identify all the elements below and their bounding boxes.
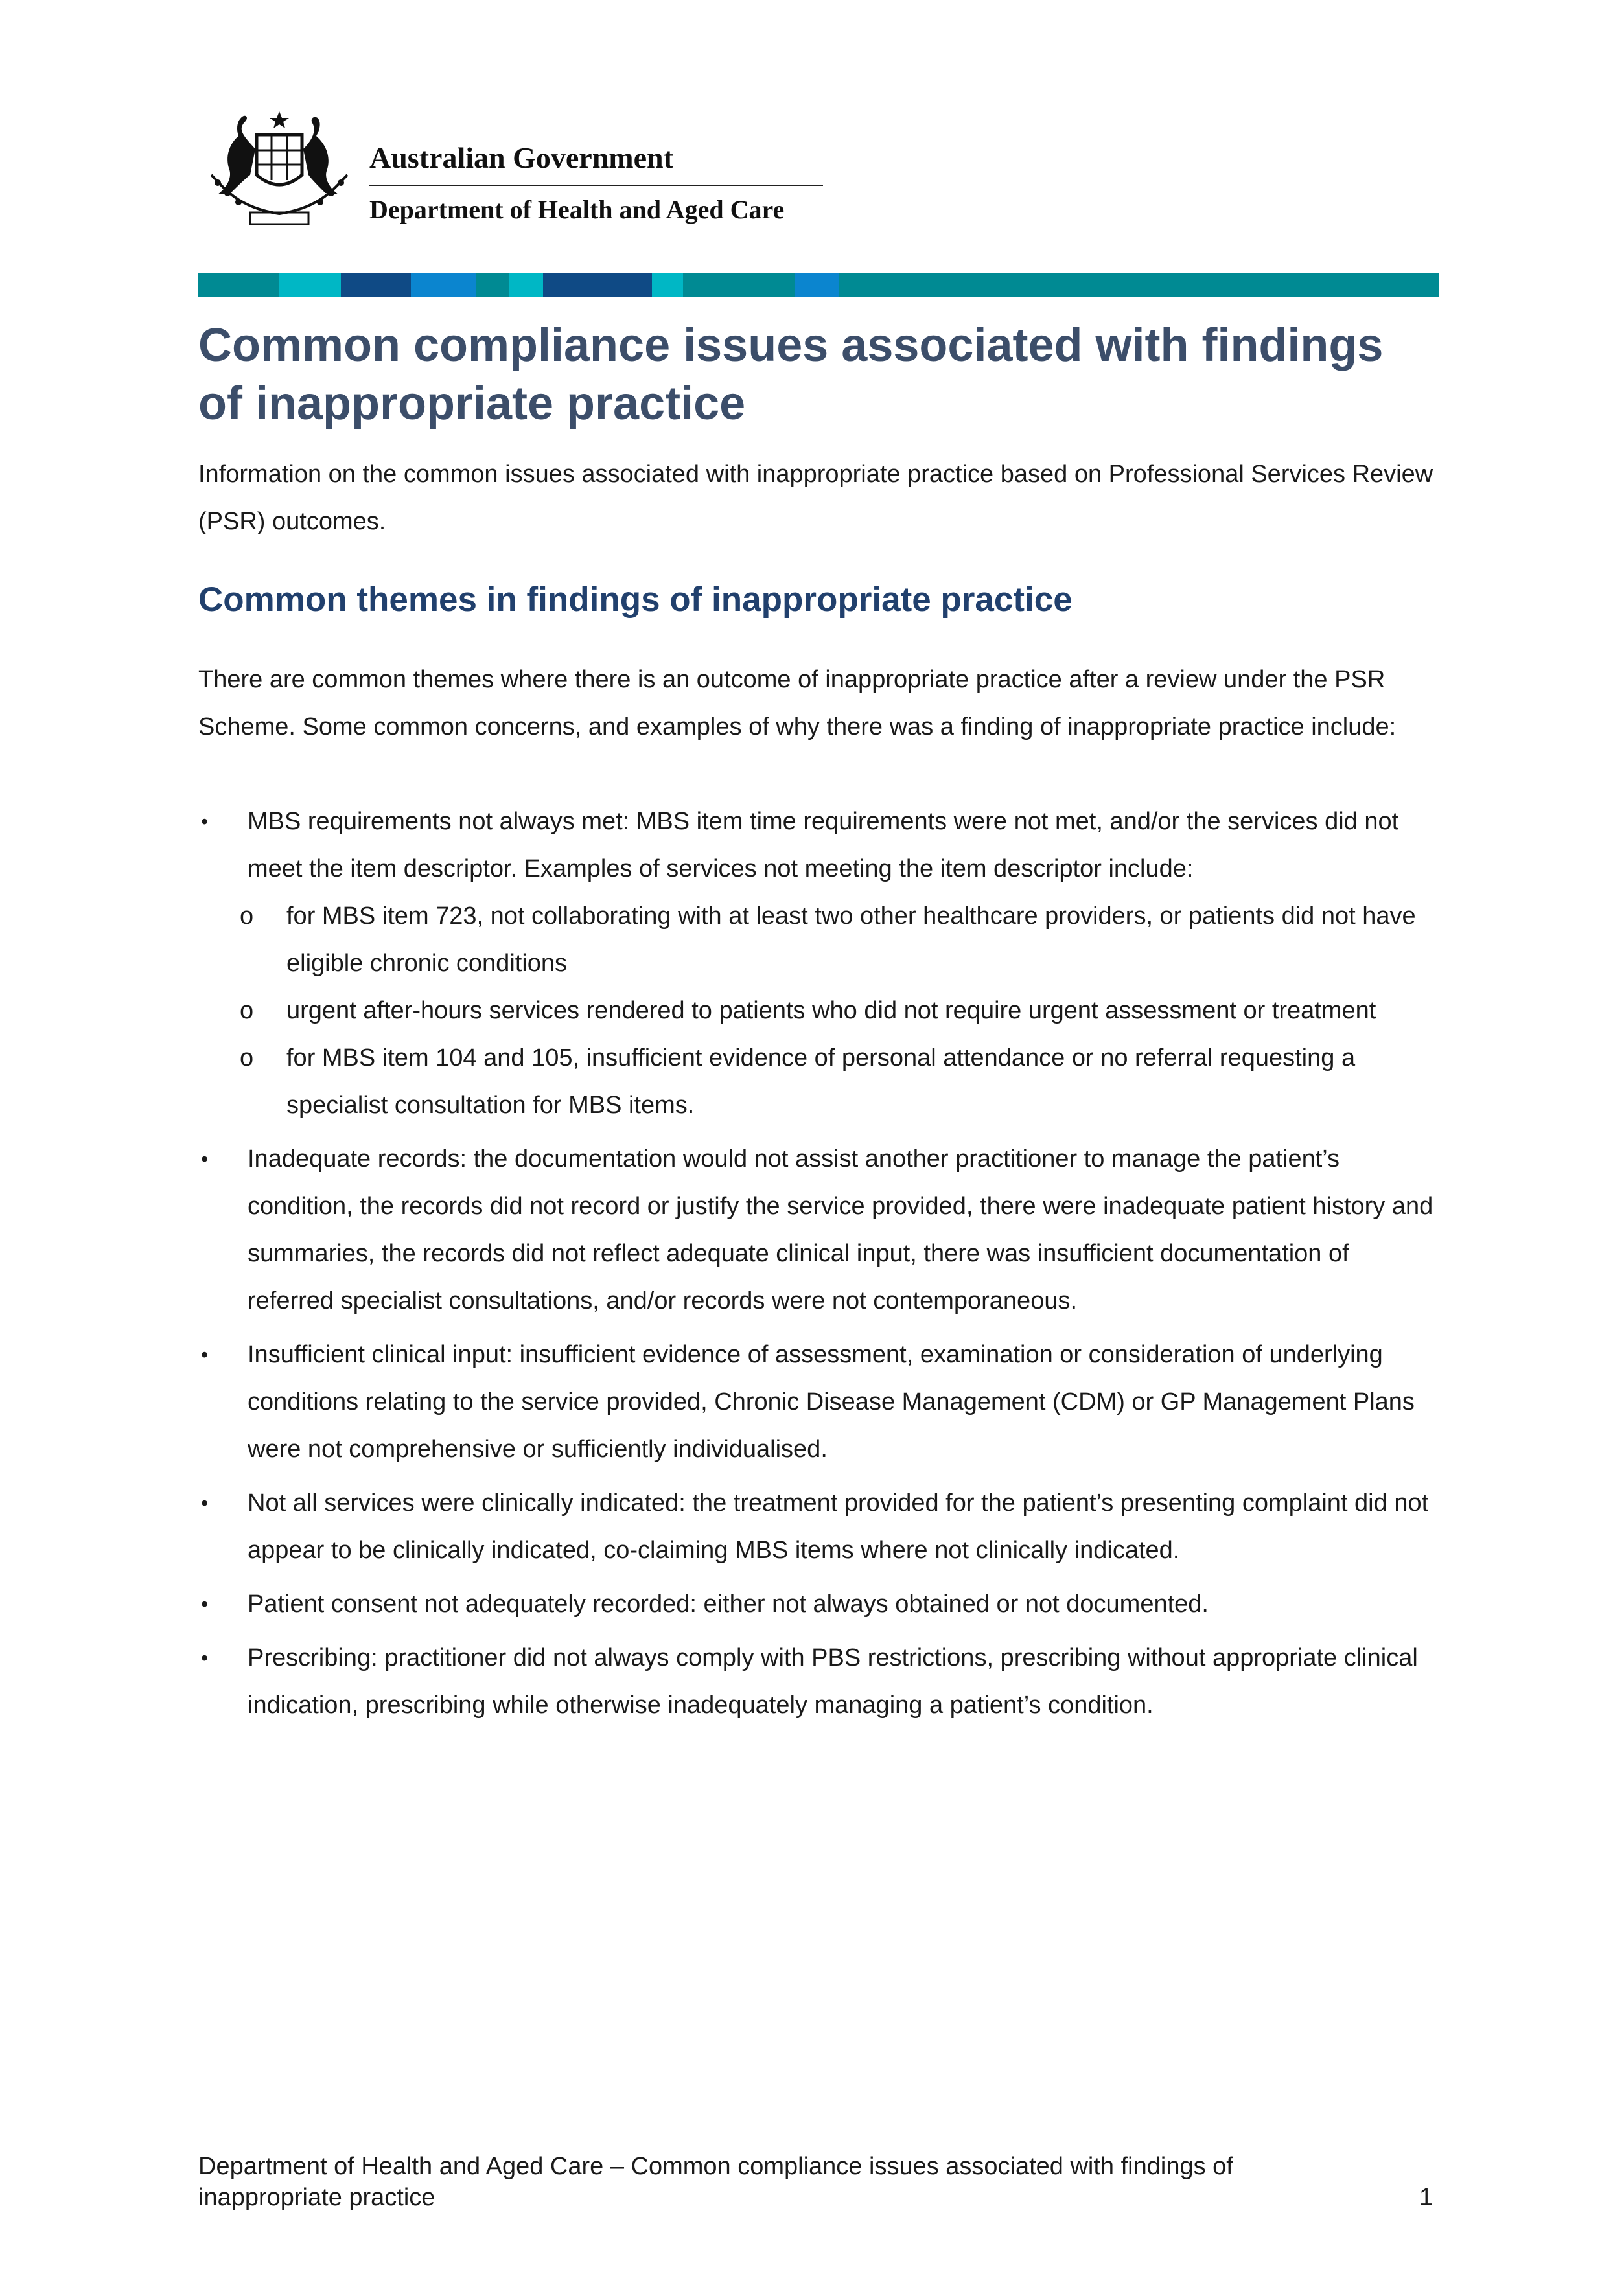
list-item [198,1331,1439,1473]
list-item-text: MBS requirements not always met: MBS item time requirements were not met, and/or the services did not meet the item descriptor. Examples of services not meeting the item descriptor include: [248,808,1399,882]
band-segment [683,273,795,297]
bullet-icon: • [201,1592,209,1616]
sub-list-item-text: for MBS item 104 and 105, insufficient evidence of personal attendance or no referral requesting a specialist consultation for MBS items. [286,1044,1356,1119]
band-segment [543,273,652,297]
section-intro-paragraph: There are common themes where there is an outcome of inappropriate practice after a review under the PSR Scheme. Some common concerns, and examples of why there was a finding of inappropriate practice include: [198,666,1397,740]
document-title: Common compliance issues associated with findings of inappropriate practice [198,319,1384,430]
sub-bullet-icon: o [240,902,254,930]
list-item-text: Not all services were clinically indicated: the treatment provided for the patient’s presenting complaint did not appear to be clinically indicated, co-claiming MBS items where not clinically indicated. [248,1489,1429,1564]
band-segment [839,273,1439,297]
sub-list-item-text: urgent after-hours services rendered to patients who did not require urgent assessment or treatment [286,997,1376,1024]
list-item-text: Inadequate records: the documentation would not assist another practitioner to manage the patient’s condition, the records did not record or justify the service provided, there were inadequate patient history and summaries, the records did not reflect adequate clinical input, there was insufficient documentation of referred specialist consultations, and/or records were not contemporaneous. [248,1145,1433,1314]
sub-list [240,893,1439,1129]
band-segment [476,273,509,297]
bullet-icon: • [201,1147,209,1171]
sub-bullet-icon: o [240,1044,254,1072]
footer-text: Department of Health and Aged Care – Common compliance issues associated with findings of inappropriate practice [198,2153,1233,2211]
sub-list-item-text: for MBS item 723, not collaborating with at least two other healthcare providers, or patients did not have eligible chronic conditions [286,902,1416,977]
band-segment [411,273,476,297]
list-item-text: Prescribing: practitioner did not always comply with PBS restrictions, prescribing without appropriate clinical indication, prescribing while otherwise inadequately managing a patient’s condition. [248,1644,1418,1719]
list-item [198,1136,1439,1325]
band-segment [341,273,411,297]
list-item-text: Patient consent not adequately recorded: either not always obtained or not documented. [248,1590,1209,1618]
sub-list-item [240,987,1439,1035]
header-divider [369,185,823,186]
header [198,107,820,233]
list-item-text: Insufficient clinical input: insufficient evidence of assessment, examination or consideration of underlying conditions relating to the service provided, Chronic Disease Management (CDM) or GP Management Plans were not comprehensive or sufficiently individualised. [248,1341,1415,1463]
band-segment [509,273,543,297]
sub-bullet-icon: o [240,997,254,1024]
bullet-icon: • [201,1646,209,1670]
decorative-color-band [198,273,1439,297]
bullet-icon: • [201,1343,209,1366]
findings-list [198,798,1439,1736]
bullet-icon: • [201,810,209,833]
list-item [198,1581,1439,1628]
section-heading: Common themes in findings of inappropriate practice [198,580,1073,619]
page-number: 1 [1419,2184,1433,2211]
coat-of-arms-icon [198,110,360,230]
band-segment [198,273,279,297]
department-name: Department of Health and Aged Care [369,195,785,224]
government-name: Australian Government [369,141,673,174]
sub-list-item [240,1035,1439,1129]
band-segment [795,273,839,297]
list-item [198,1480,1439,1574]
list-item [198,798,1439,1129]
list-item [198,1635,1439,1729]
sub-list-item [240,893,1439,987]
bullet-icon: • [201,1491,209,1515]
band-segment [652,273,683,297]
intro-paragraph: Information on the common issues associated with inappropriate practice based on Professional Services Review (PSR) outcomes. [198,461,1433,535]
band-segment [279,273,341,297]
